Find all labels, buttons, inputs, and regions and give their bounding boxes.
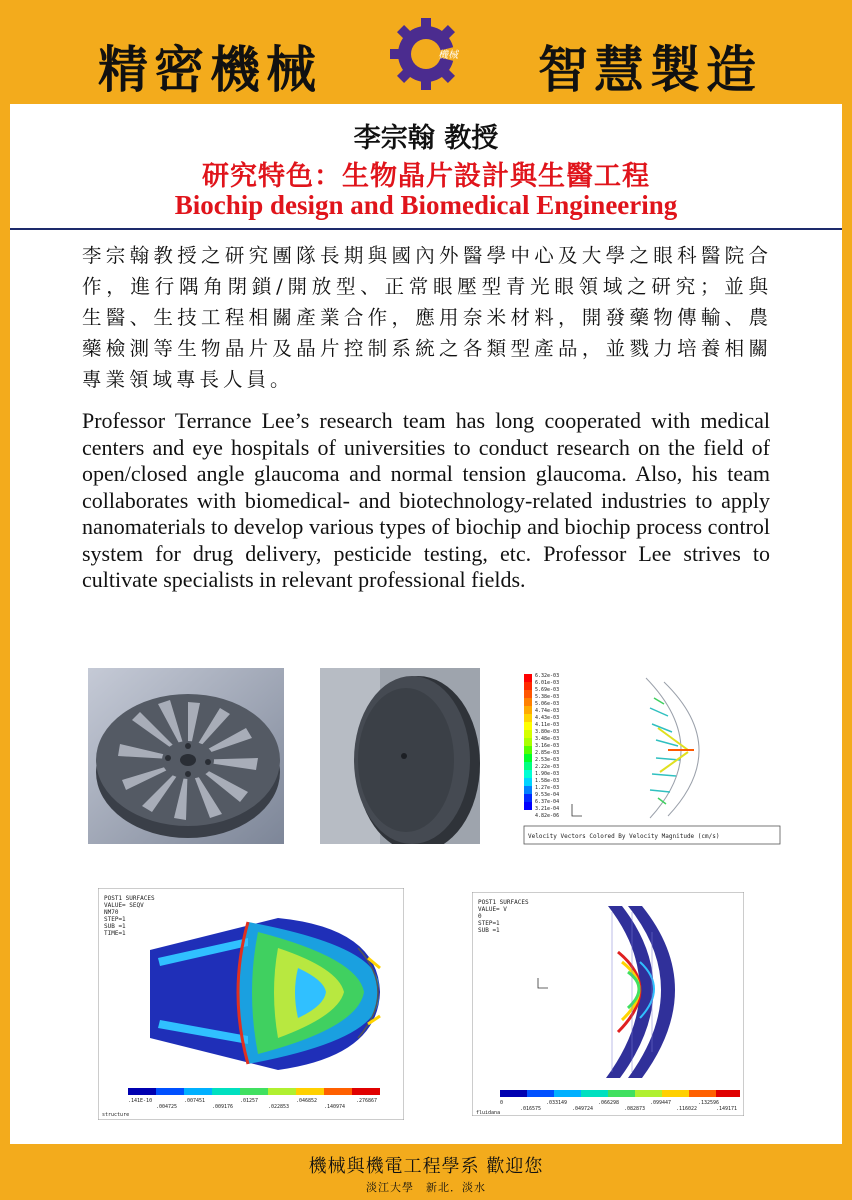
velocity-legend-value: 5.69e-03: [535, 687, 560, 693]
flow-scale-value: .033149: [546, 1100, 568, 1106]
flow-colorbar: [500, 1090, 740, 1097]
velocity-legend-value: 3.80e-03: [535, 729, 560, 735]
velocity-colorbar: [524, 674, 532, 810]
university-location: 淡江大學 新北．淡水: [366, 1181, 486, 1194]
eye-info-line: NM70: [104, 909, 119, 916]
velocity-legend-value: 4.43e-03: [535, 715, 560, 721]
eye-scale-value: .009176: [212, 1104, 234, 1110]
eye-stress-plot: [98, 888, 404, 1120]
eye-info-line: TIME=1: [104, 930, 126, 937]
velocity-legend-value: 2.22e-03: [535, 764, 560, 770]
velocity-legend-value: 6.37e-04: [535, 799, 560, 805]
flow-scale-value: .082873: [624, 1106, 646, 1112]
department-welcome: 機械與機電工程學系 歡迎您: [308, 1156, 544, 1177]
velocity-legend-value: 6.32e-03: [535, 673, 560, 679]
eye-info-line: VALUE= SEQV: [104, 902, 144, 909]
title-box: [10, 104, 842, 230]
velocity-legend-value: 1.90e-03: [535, 771, 560, 777]
biochip-disc-image: [88, 668, 284, 844]
flow-scale-value: .099447: [650, 1100, 672, 1106]
flow-info-line: 0: [478, 913, 482, 920]
velocity-legend-value: 9.53e-04: [535, 792, 560, 798]
description-zh: 李宗翰教授之研究團隊長期與國內外醫學中心及大學之眼科醫院合作，進行隅角閉鎖/開放型、正常眼壓型青光眼領域之研究；並與生醫、生技工程相關產業合作，應用奈米材料，開發藥物傳輸、農藥檢測等生物晶片及晶片控制系統之各類型產品，並戮力培養相關專業領域專長人員。: [82, 244, 772, 391]
velocity-caption: Velocity Vectors Colored By Velocity Magnitude (cm/s): [528, 833, 720, 840]
flow-info-line: SUB =1: [478, 927, 500, 934]
biochip-cover-image: [320, 668, 480, 844]
velocity-legend-value: 4.11e-03: [535, 722, 560, 728]
flow-scale-value: .116022: [676, 1106, 698, 1112]
flow-scale-value: .149171: [716, 1106, 738, 1112]
eye-info-line: STEP=1: [104, 916, 126, 923]
velocity-legend-value: 3.48e-03: [535, 736, 560, 742]
velocity-legend-value: 4.74e-03: [535, 708, 560, 714]
eye-scale-value: .022853: [268, 1104, 290, 1110]
eye-info-line: SUB =1: [104, 923, 126, 930]
eye-scale-value: .004725: [156, 1104, 178, 1110]
flow-scale-value: .132596: [698, 1100, 720, 1106]
eye-scale-value: .141E-10: [128, 1098, 153, 1104]
velocity-legend-value: 1.58e-03: [535, 778, 560, 784]
velocity-legend-value: 1.27e-03: [535, 785, 560, 791]
eye-scale-value: .046852: [296, 1098, 318, 1104]
flow-footer-label: fluidana: [476, 1110, 501, 1116]
velocity-legend-value: 2.85e-03: [535, 750, 560, 756]
velocity-legend-value: 4.82e-06: [535, 813, 560, 819]
department-logo: [386, 14, 466, 94]
flow-scale-value: .016575: [520, 1106, 542, 1112]
eye-scale-value: .01257: [240, 1098, 259, 1104]
flow-info-line: VALUE= V: [478, 906, 507, 913]
flow-scale-value: .049724: [572, 1106, 594, 1112]
eye-scale-value: .140974: [324, 1104, 346, 1110]
eye-info-line: POST1 SURFACES: [104, 895, 155, 902]
velocity-legend-value: 6.01e-03: [535, 680, 560, 686]
description-en: Professor Terrance Lee’s research team has long cooperated with medical centers and eye hospitals of universities to conduct research on the field of open/closed angle glaucoma and normal tension glaucoma. Also, his team collaborates with biomedical- and biotechnology-related industries to apply nanomaterials to develop various types of biochip and biochip process control system for drug delivery, pesticide testing, etc. Professor Lee strives to cultivate specialists in relevant professional fields.: [82, 408, 770, 592]
flow-scale-value: 0: [500, 1100, 504, 1106]
velocity-vector-plot: [518, 668, 782, 850]
research-topic-zh: 研究特色：生物晶片設計與生醫工程: [202, 161, 650, 192]
velocity-legend-value: 2.53e-03: [535, 757, 560, 763]
flow-info-line: STEP=1: [478, 920, 500, 927]
flow-scale-value: .066298: [598, 1100, 620, 1106]
velocity-legend-value: 5.38e-03: [535, 694, 560, 700]
header-right-title: 智慧製造: [538, 40, 762, 99]
header-left-title: 精密機械: [98, 40, 322, 99]
eye-footer-label: structure: [102, 1112, 130, 1118]
eye-scale-value: .276867: [356, 1098, 378, 1104]
eye-scale-value: .007451: [184, 1098, 206, 1104]
velocity-legend-value: 3.21e-04: [535, 806, 560, 812]
logo-text: 機械: [438, 50, 458, 61]
research-topic-en: Biochip design and Biomedical Engineering: [174, 190, 678, 220]
velocity-legend-value: 3.16e-03: [535, 743, 560, 749]
velocity-legend-value: 5.06e-03: [535, 701, 560, 707]
flow-info-line: POST1 SURFACES: [478, 899, 529, 906]
content-panel: [10, 104, 842, 1144]
flow-velocity-plot: [472, 892, 744, 1116]
eye-colorbar: [128, 1088, 380, 1095]
professor-name: 李宗翰 教授: [353, 123, 499, 154]
